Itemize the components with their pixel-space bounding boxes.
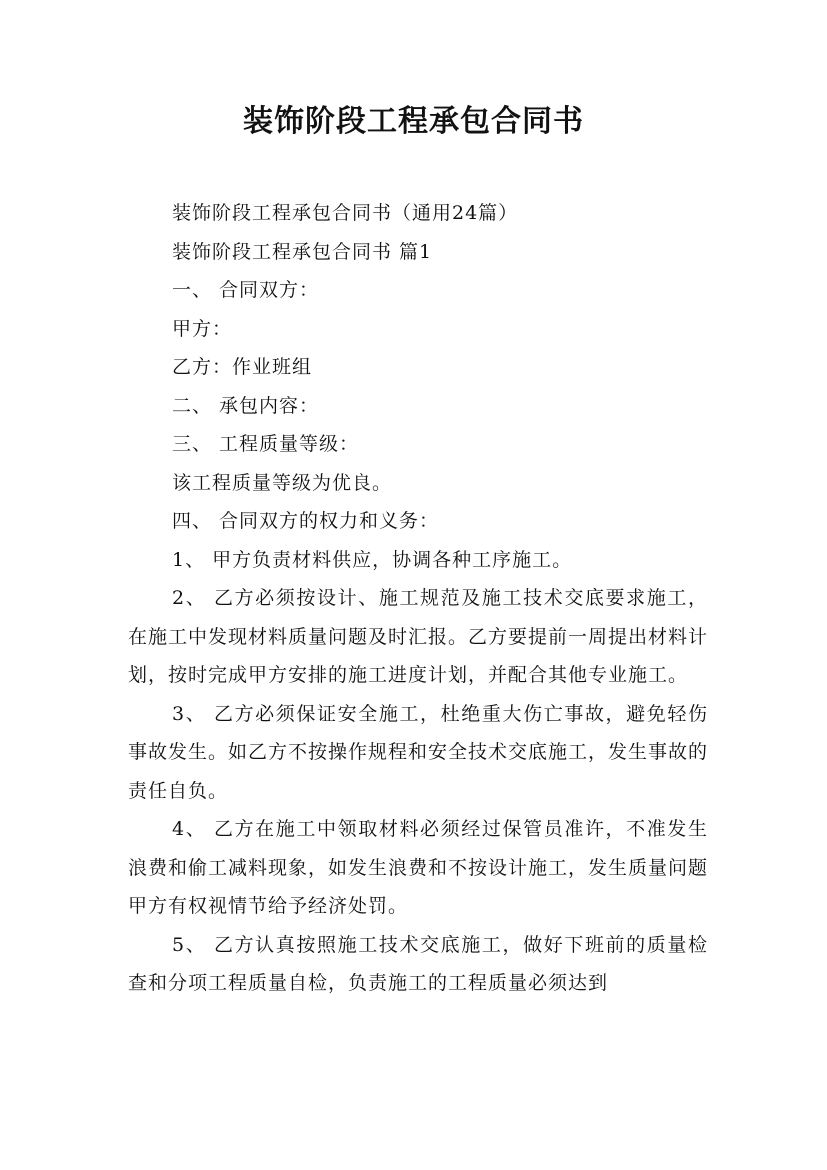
paragraph-clause-5: 5、 乙方认真按照施工技术交底施工，做好下班前的质量检查和分项工程质量自检，负责施工的工程质量必须达到 (128, 933, 708, 994)
paragraph-subtitle: 装饰阶段工程承包合同书（通用24篇） (172, 202, 519, 224)
document-body (128, 194, 708, 1003)
paragraph-clause-1: 1、 甲方负责材料供应，协调各种工序施工。 (172, 548, 573, 571)
paragraph-quality-level: 该工程质量等级为优良。 (172, 471, 393, 494)
paragraph-scope-heading: 二、 承包内容： (172, 394, 320, 417)
paragraph-clause-3: 3、 乙方必须保证安全施工，杜绝重大伤亡事故，避免轻伤事故发生。如乙方不按操作规程和安全技术交底施工，发生事故的责任自负。 (128, 702, 709, 802)
document-title: 装饰阶段工程承包合同书 (243, 104, 584, 139)
paragraph-rights-heading: 四、 合同双方的权力和义务： (172, 510, 440, 532)
paragraph-parties-heading: 一、 合同双方： (172, 279, 320, 301)
paragraph-party-b: 乙方：作业班组 (172, 356, 313, 378)
paragraph-clause-2: 2、 乙方必须按设计、施工规范及施工技术交底要求施工，在施工中发现材料质量问题及时汇报。乙方要提前一周提出材料计划，按时完成甲方安排的施工进度计划，并配合其他专业施工。 (128, 587, 709, 686)
paragraph-section-heading: 装饰阶段工程承包合同书 篇1 (172, 240, 433, 263)
paragraph-party-a: 甲方： (172, 317, 233, 340)
paragraph-quality-heading: 三、 工程质量等级： (172, 433, 360, 455)
paragraph-clause-4: 4、 乙方在施工中领取材料必须经过保管员准许，不准发生浪费和偷工减料现象，如发生浪费和不按设计施工，发生质量问题甲方有权视情节给予经济处罚。 (128, 818, 709, 917)
